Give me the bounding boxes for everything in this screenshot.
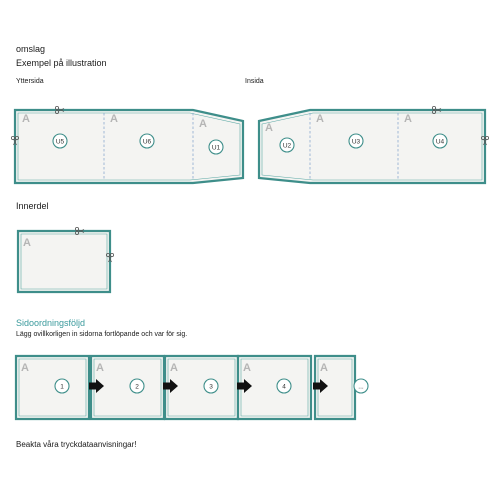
- order-page-2-marker: A: [96, 362, 104, 374]
- inner-marker: A: [23, 237, 31, 249]
- inner-sheet: [18, 231, 110, 292]
- order-note: Lägg ovillkorligen in sidorna fortlöpande och var för sig.: [16, 331, 188, 338]
- outside-label: Yttersida: [16, 78, 44, 85]
- cover-outside-marker-2: A: [110, 113, 118, 125]
- page-title: omslag: [16, 44, 46, 54]
- cover-inside-page-2: U3: [351, 138, 361, 146]
- cover-inside-marker-3: A: [404, 113, 412, 125]
- cover-outside-page-2: U6: [142, 138, 152, 146]
- inner-title: Innerdel: [16, 201, 49, 211]
- cover-outside-marker-1: A: [22, 113, 30, 125]
- order-page-3-marker: A: [170, 362, 178, 374]
- cover-outside-marker-3: A: [199, 118, 207, 130]
- order-page-1-marker: A: [21, 362, 29, 374]
- cover-outside-page-3: U1: [211, 144, 221, 152]
- order-page-4-number: 4: [282, 383, 286, 391]
- order-page-1-number: 1: [60, 383, 64, 391]
- order-page-2-number: 2: [135, 383, 139, 391]
- cover-inside-page-3: U4: [435, 138, 445, 146]
- order-title: Sidoordningsföljd: [16, 318, 86, 328]
- page-subtitle: Exempel på illustration: [16, 58, 107, 68]
- order-page-4-marker: A: [243, 362, 251, 374]
- order-page-5-marker: A: [320, 362, 328, 374]
- inside-label: Insida: [245, 78, 264, 85]
- footer-note: Beakta våra tryckdataanvisningar!: [16, 440, 137, 449]
- cover-inside-page-1: U2: [282, 142, 292, 150]
- cover-outside-page-1: U5: [55, 138, 65, 146]
- order-page-5-number: ...: [358, 383, 364, 391]
- cover-inside-marker-2: A: [316, 113, 324, 125]
- cover-inside-marker-1: A: [265, 122, 273, 134]
- order-page-3-number: 3: [209, 383, 213, 391]
